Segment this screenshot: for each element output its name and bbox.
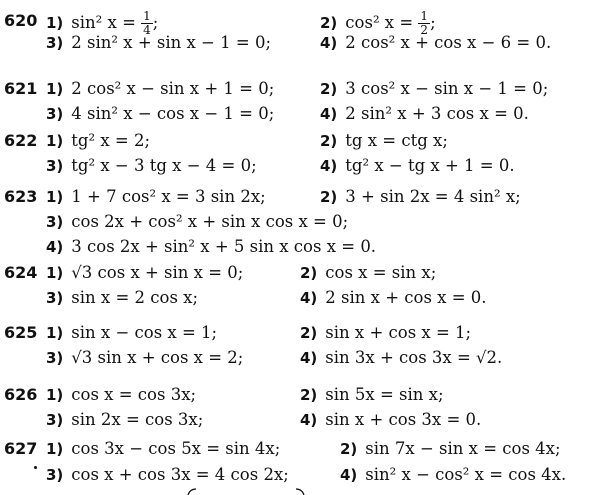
item-label: 4) [46,238,64,256]
item-label: 1) [46,440,64,458]
equation-item [46,438,280,460]
item-label: 4) [300,349,318,367]
equation-item [320,186,521,208]
equation-text: 4 sin² x − cos x − 1 = 0; [71,104,275,123]
item-label: 4) [340,466,358,484]
item-label: 1) [46,132,64,150]
problem-621 [0,78,604,128]
equation-row [0,438,604,464]
equation-text: sin x + cos x = 1; [325,323,472,342]
equation-text: ; [430,13,436,32]
equation-item [46,322,217,344]
equation-item [46,236,376,258]
equation-text: sin² x = [71,13,142,32]
equation-text: 2 cos² x − sin x + 1 = 0; [71,79,275,98]
equation-item [46,384,196,406]
equation-row [0,262,604,287]
equation-text: √3 sin x + cos x = 2; [71,348,244,367]
problem-number: 621 [4,79,38,98]
equation-row [0,384,604,409]
equation-text: 2 sin² x + sin x − 1 = 0; [71,33,271,52]
equation-item [46,103,274,125]
item-label: 4) [300,411,318,429]
equation-text: sin x − cos x = 1; [71,323,218,342]
equation-text: sin 5x = sin x; [325,385,444,404]
equation-text: √3 cos x + sin x = 0; [71,263,244,282]
equation-text: cos x = cos 3x; [71,385,197,404]
equation-item [320,130,448,152]
item-label: 1) [46,386,64,404]
problem-620 [0,10,604,54]
equation-item [320,155,515,177]
problem-627 [0,438,604,490]
equation-row [0,155,604,180]
problem-number: 624 [4,263,38,282]
stray-dot [34,466,37,469]
equation-text: cos x + cos 3x = 4 cos 2x; [71,465,289,484]
equation-text: sin² x − cos² x = cos 4x. [365,465,567,484]
equation-item [300,409,481,431]
equation-text: tg x = ctg x; [345,131,448,150]
equation-item [320,78,548,100]
fraction-numerator: 1 [420,9,429,23]
equation-item [300,347,502,369]
item-label: 3) [46,157,64,175]
equation-text: 1 + 7 cos² x = 3 sin 2x; [71,187,266,206]
equation-text: sin 3x + cos 3x = √2. [325,348,503,367]
equation-row [0,211,604,236]
equation-item [300,287,487,309]
item-label: 2) [320,14,338,32]
item-label: 1) [46,324,64,342]
equation-text: cos² x = [345,13,419,32]
problem-number: 625 [4,323,38,342]
problem-number: 622 [4,131,38,150]
equation-item [46,211,348,233]
equation-item [46,464,289,486]
item-label: 2) [320,188,338,206]
item-label: 1) [46,14,64,32]
problem-number: 627 [4,439,38,458]
equation-text: cos 3x − cos 5x = sin 4x; [71,439,281,458]
problem-622 [0,130,604,180]
item-label: 2) [300,386,318,404]
cut-off-bracket [186,487,306,495]
equation-row [0,322,604,347]
equation-text: 2 cos² x + cos x − 6 = 0. [345,33,552,52]
equation-item [46,347,243,369]
fraction-denominator: 2 [420,23,429,37]
item-label: 4) [320,34,338,52]
problem-number: 626 [4,385,38,404]
item-label: 4) [320,157,338,175]
equation-text: sin 2x = cos 3x; [71,410,204,429]
equation-text: sin x = 2 cos x; [71,288,199,307]
problem-number: 620 [4,11,38,30]
equation-text: cos x = sin x; [325,263,437,282]
equation-item [46,409,203,431]
equation-text: tg² x − 3 tg x − 4 = 0; [71,156,257,175]
problem-625 [0,322,604,372]
equation-item [46,155,257,177]
equation-row [0,103,604,128]
item-label: 1) [46,80,64,98]
item-label: 3) [46,411,64,429]
equation-text: 3 cos² x − sin x − 1 = 0; [345,79,549,98]
equation-row [0,9,604,37]
equation-text: sin 7x − sin x = cos 4x; [365,439,561,458]
equation-row [0,409,604,434]
equation-item [46,130,150,152]
item-label: 3) [46,349,64,367]
equation-row [0,186,604,211]
item-label: 4) [300,289,318,307]
equation-row [0,78,604,103]
equation-item [46,287,198,309]
equation-text: ; [152,13,159,32]
problem-number: 623 [4,187,38,206]
item-label: 2) [300,264,318,282]
equation-item [300,322,471,344]
item-label: 2) [300,324,318,342]
equation-text: 3 + sin 2x = 4 sin² x; [345,187,521,206]
item-label: 4) [320,105,338,123]
equation-text: cos 2x + cos² x + sin x cos x = 0; [71,212,349,231]
equation-item [320,103,529,125]
problem-623 [0,186,604,261]
equation-text: tg² x − tg x + 1 = 0. [345,156,515,175]
equation-item [46,262,243,284]
equation-text: sin x + cos 3x = 0. [325,410,482,429]
equation-text: 2 sin x + cos x = 0. [325,288,487,307]
problem-624 [0,262,604,312]
equation-text: 3 cos 2x + sin² x + 5 sin x cos x = 0. [71,237,377,256]
equation-item [46,186,266,208]
item-label: 3) [46,289,64,307]
equation-item [46,78,274,100]
item-label: 1) [46,264,64,282]
item-label: 2) [320,80,338,98]
equation-item [320,32,551,54]
equation-item [46,32,271,54]
item-label: 2) [320,132,338,150]
equation-row [0,32,604,54]
fraction-numerator: 1 [143,9,151,23]
equation-item [300,262,436,284]
item-label: 3) [46,466,64,484]
equation-item [300,384,444,406]
equation-row [0,236,604,261]
equation-item [340,438,561,460]
item-label: 2) [340,440,358,458]
equation-item [340,464,566,486]
equation-row [0,287,604,312]
item-label: 3) [46,213,64,231]
equation-row [0,347,604,372]
fraction-denominator: 4 [143,23,151,37]
item-label: 3) [46,34,64,52]
equation-row [0,130,604,155]
item-label: 1) [46,188,64,206]
item-label: 3) [46,105,64,123]
problem-626 [0,384,604,434]
equation-text: 2 sin² x + 3 cos x = 0. [345,104,529,123]
equation-text: tg² x = 2; [71,131,151,150]
